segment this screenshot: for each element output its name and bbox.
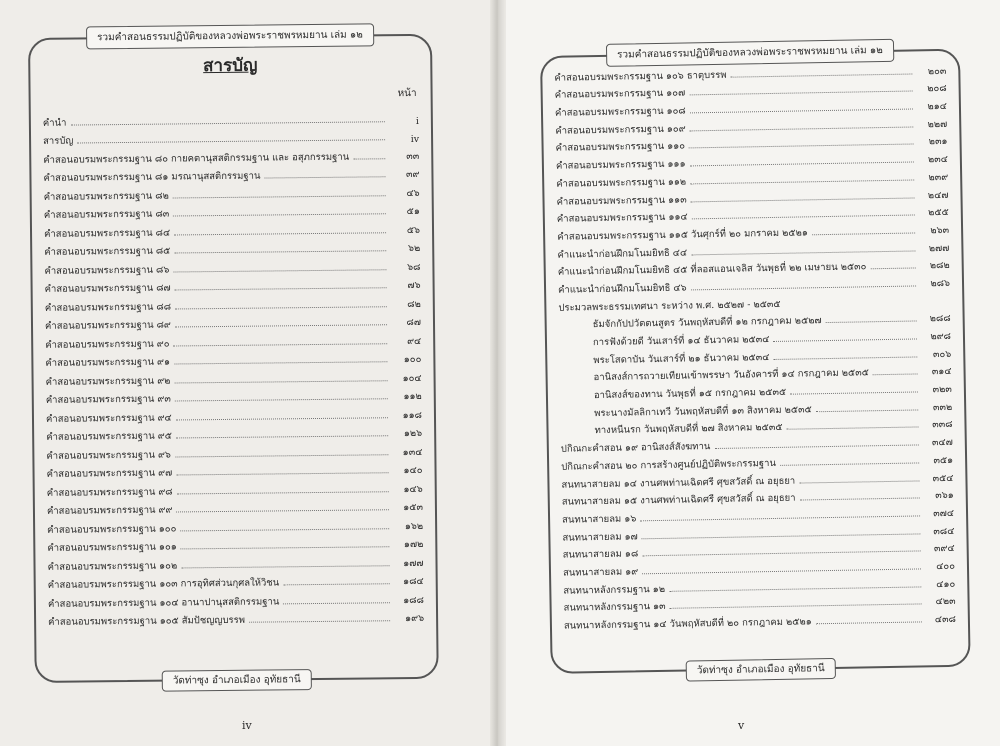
toc-entry-page: ๔๑๐ [936,578,956,590]
toc-entry-page: ๒๓๑ [928,136,948,148]
toc-entry-title: คำสอนอบรมพระกรรมฐาน ๙๕ [46,430,172,443]
toc-entry-title: คำสอนอบรมพระกรรมฐาน ๙๔ [45,412,172,425]
dot-leader [640,515,920,521]
dot-leader [691,250,915,255]
toc-entry-title: อานิสงส์การถวายเทียนเข้าพรรษา วันอังคารที่ ๑๔ กรกฎาคม ๒๕๓๕ [593,367,869,384]
toc-entry-page: ๖๘ [407,261,421,273]
dot-leader [173,269,386,272]
toc-entry-title: ทางหนีนรก วันพฤหัสบดีที่ ๒๗ สิงหาคม ๒๕๓๕ [594,422,783,437]
toc-entry-page: ๑๒๖ [403,427,423,440]
dot-leader [174,343,388,346]
toc-entry-page: ๑๘๘ [403,594,424,606]
toc-entry-page: ๒๗๗ [928,242,950,254]
toc-entry-page: ๘๗ [406,316,422,329]
dot-leader [790,392,918,395]
toc-entry-page: ๑๐๐ [403,353,422,366]
toc-entry-title: คำสอนอบรมพระกรรมฐาน ๑๐๓ การอุทิศส่วนกุศลให้วิชน [47,577,280,591]
toc-entry-title: คำสอนอบรมพระกรรมฐาน ๘๕ [44,245,171,258]
toc-entry-title: สนทนาหลังกรรมฐาน ๑๒ [563,583,666,597]
right-page-frame [540,45,971,677]
toc-entry-title: คำสอนอบรมพระกรรมฐาน ๙๒ [45,375,171,388]
toc-entry-page: ๔๓๘ [934,613,956,626]
toc-title: สารบัญ [203,55,258,77]
toc-entry-page: ๓๗๔ [933,507,955,520]
toc-entry-page: ๑๔๖ [403,483,423,495]
book-gutter [490,0,506,746]
dot-leader [691,197,915,202]
dot-leader [176,509,389,512]
dot-leader [669,586,921,591]
toc-entry-page: ๓๓๘ [932,419,953,431]
toc-entry-page: ๒๑๔ [927,100,948,113]
dot-leader [175,398,388,401]
toc-entry-title: คำสอนอบรมพระกรรมฐาน ๘๔ [43,227,171,240]
toc-entry-page: ๑๘๔ [403,575,424,588]
toc-entry-title: สนทนาสายลม ๑๙ [562,566,639,579]
dot-leader [642,568,921,574]
toc-entry-title: ปกิณกะคำสอน ๑๙ อานิสงส์สังฆทาน [560,441,711,455]
toc-entry-title: คำสอนอบรมพระกรรมฐาน ๑๐๕ สัมปัชญญบรรพ [48,614,245,628]
toc-entry-page: ๒๘๒ [929,260,950,272]
toc-entry-title: คำสอนอบรมพระกรรมฐาน ๘๓ [43,208,170,221]
dot-leader [174,380,387,383]
dot-leader [174,361,387,364]
dot-leader [714,445,918,450]
toc-entry-title: คำสอนอบรมพระกรรมฐาน ๘๙ [44,319,171,332]
toc-entry-page: ๒๓๙ [928,171,949,184]
toc-entry-page: ๒๒๗ [927,118,948,130]
dot-leader [690,126,914,131]
page-column-header: หน้า [397,87,417,100]
toc-entry-page: ๔๐๐ [936,560,956,573]
toc-entry-title: คำสอนอบรมพระกรรมฐาน ๑๑๔ [556,211,688,225]
toc-entry-page: iv [410,133,420,145]
toc-entry-page: ๓๘๔ [933,525,955,537]
dot-leader [731,73,913,77]
toc-entry-title: คำสอนอบรมพระกรรมฐาน ๑๐๒ [47,559,178,573]
toc-entry-title: คำสอนอบรมพระกรรมฐาน ๑๐๐ [47,522,177,536]
toc-entry-title: คำสอนอบรมพระกรรมฐาน ๑๐๔ อานาปานุสสติกรรมฐาน [47,595,280,610]
toc-entry-title: ปกิณกะคำสอน ๒๐ การสร้างศูนย์ปฏิบัติพระกรรมฐาน [561,457,777,473]
toc-entry-title: คำสอนอบรมพระกรรมฐาน ๑๐๘ [554,105,686,119]
dot-leader [283,602,390,604]
toc-entry-page: ๒๔๗ [927,189,949,201]
dot-leader [670,604,922,609]
toc-entry-title: คำแนะนำก่อนฝึกมโนมยิทธิ ๔๕ ที่ลอสแอนเจลิส วันพุธที่ ๒๒ เมษายน ๒๕๓๐ [557,261,867,278]
dot-leader [181,565,389,568]
toc-entry-page: ๑๕๓ [403,501,423,514]
dot-leader [175,324,387,327]
dot-leader [799,480,919,483]
dot-leader [873,374,918,376]
toc-entry-page: ๒๙๘ [930,330,952,343]
toc-entry-title: คำสอนอบรมพระกรรมฐาน ๘๒ [43,190,169,203]
toc-entry-page: ๕๖ [406,224,421,236]
dot-leader [264,176,385,178]
dot-leader [70,121,384,125]
toc-entry-page: ๒๐๓ [927,65,947,77]
dot-leader [773,356,917,360]
toc-entry-title: คำสอนอบรมพระกรรมฐาน ๑๑๒ [556,176,687,190]
toc-entry-title: พระโสดาบัน วันเสาร์ที่ ๒๑ ธันวาคม ๒๕๓๔ [593,351,770,366]
dot-leader [826,321,917,324]
dot-leader [173,213,386,216]
dot-leader [690,179,914,184]
toc-entry-title: สนทนาหลังกรรมฐาน ๑๓ [563,601,666,614]
toc-entry-page: ๒๘๖ [930,277,951,290]
toc-entry-page: ๓๓ [406,150,420,162]
toc-entry-page: ๑๗๒ [403,538,424,551]
toc-entry-title: คำสอนอบรมพระกรรมฐาน ๑๐๗ [554,87,686,102]
dot-leader [176,472,388,475]
dot-leader [175,306,387,309]
toc-entry-page: ๗๖ [407,279,421,292]
dot-leader [642,533,921,539]
toc-entry-page: ๑๐๔ [402,372,422,384]
toc-entry-page: ๕๑ [406,205,420,218]
dot-leader [692,215,915,220]
toc-entry-page: ๖๒ [407,242,421,255]
toc-entry-page: ๑๖๒ [404,520,424,532]
toc-entry-title: สนทนาสายลม ๑๔ งานศพท่านเฉิดศรี ศุขสวัสดิ์ ณ อยุธยา [561,475,796,491]
toc-entry-title: คำแนะนำก่อนฝึกมโนมยิทธิ ๔๖ [557,282,687,296]
toc-entry-title: คำสอนอบรมพระกรรมฐาน ๑๑๑ [555,158,686,172]
dot-leader [816,621,922,624]
toc-entry-title: ประมวลพระธรรมเทศนา ระหว่าง พ.ศ. ๒๕๒๗ - ๒๕๓๕ [558,298,781,314]
toc-entry-title: คำสอนอบรมพระกรรมฐาน ๙๙ [46,504,173,517]
dot-leader [690,109,913,114]
toc-entry-title: คำสอนอบรมพระกรรมฐาน ๙๘ [46,486,173,499]
dot-leader [870,268,915,270]
toc-entry-page: ๓๑๔ [931,366,952,378]
dot-leader [174,232,386,235]
toc-entry-page: ๔๖ [406,187,420,199]
left-footer-label: วัดท่าซุง อำเภอเมือง อุทัยธานี [162,669,312,692]
toc-entry-page: ๓๒๓ [932,383,952,396]
toc-entry-title: สนทนาสายลม ๑๗ [562,530,638,544]
toc-entry-page: ๔๒๓ [935,596,956,608]
dot-leader [181,546,390,549]
dot-leader [691,285,916,290]
toc-entry-page: ๓๕๔ [932,472,954,484]
right-page-number: v [738,719,745,732]
toc-entry-title: สารบัญ [43,135,74,147]
dot-leader [175,287,387,290]
toc-entry-title: สนทนาสายลม ๑๖ [562,513,637,526]
toc-entry-page: i [415,115,419,127]
right-footer-label: วัดท่าซุง อำเภอเมือง อุทัยธานี [686,658,836,682]
toc-entry-title: คำสอนอบรมพระกรรมฐาน ๘๖ [44,264,170,277]
toc-entry-title: ธัมจักกัปปวัตตนสูตร วันพฤหัสบดีที่ ๑๒ กรกฎาคม ๒๕๒๗ [592,315,822,331]
toc-entry-page: ๑๑๒ [403,390,422,403]
dot-leader [249,620,390,622]
toc-entry-page: ๑๑๘ [402,409,423,421]
toc-entry-page: ๓๙ [405,168,420,181]
toc-entry-page: ๑๓๔ [402,446,423,458]
dot-leader [787,427,919,430]
left-page-number: iv [242,719,252,732]
left-page [0,0,496,746]
toc-entry [48,607,424,629]
toc-entry-title: คำสอนอบรมพระกรรมฐาน ๘๐ กายคตานุสสติกรรมฐาน และ อสุภกรรมฐาน [43,151,350,166]
toc-entry-title: คำสอนอบรมพระกรรมฐาน ๑๑๐ [555,140,686,155]
toc-entry-title: คำสอนอบรมพระกรรมฐาน ๙๐ [45,338,170,351]
dot-leader [816,409,918,412]
left-page-frame [28,29,439,687]
toc-entry-title: คำสอนอบรมพระกรรมฐาน ๙๖ [46,449,171,462]
dot-leader [353,158,385,159]
toc-entry-title: คำสอนอบรมพระกรรมฐาน ๑๐๑ [47,541,177,554]
toc-entry-page: ๒๘๘ [929,313,951,325]
dot-leader [689,91,912,96]
toc-entry-title: อานิสงส์ของทาน วันพุธที่ ๑๕ กรกฎาคม ๒๕๓๕ [593,386,787,402]
toc-entry-page: ๓๙๔ [933,543,955,555]
toc-entry-title: คำสอนอบรมพระกรรมฐาน ๘๗ [44,282,171,295]
toc-entry-title: พระนางมัลลิกาเทวี วันพฤหัสบดีที่ ๑๓ สิงหาคม ๒๕๓๕ [594,404,812,419]
toc-entry-title: คำแนะนำก่อนฝึกมโนมยิทธิ ๔๔ [557,247,688,261]
toc-entry-title: คำนำ [42,117,67,129]
toc-entry-page: ๓๔๗ [931,436,953,449]
toc-entry-page: ๑๗๗ [403,557,424,569]
dot-leader [690,162,914,167]
dot-leader [176,435,388,438]
toc-entry-title: สนทนาหลังกรรมฐาน ๑๔ วันพฤหัสบดีที่ ๒๐ กรกฎาคม ๒๕๒๑ [563,616,812,632]
toc-entry-page: ๒๐๘ [927,83,947,95]
toc-entry-page: ๑๔๐ [403,464,423,477]
toc-entry-page: ๓๕๑ [933,454,954,467]
toc-entry-title: คำสอนอบรมพระกรรมฐาน ๑๑๕ วันศุกร์ที่ ๒๐ มกราคม ๒๕๒๑ [557,227,808,243]
dot-leader [174,250,386,253]
dot-leader [173,195,386,198]
toc-entry-page: ๓๓๒ [932,401,953,413]
dot-leader [689,144,914,149]
left-toc-list [43,108,424,630]
toc-entry-page: ๑๙๖ [405,612,425,625]
dot-leader [283,583,389,585]
right-running-header: รวมคำสอนธรรมปฏิบัติของหลวงพ่อพระราชพรหมยาน เล่ม ๑๒ [606,39,894,67]
toc-entry-page: ๒๓๔ [927,154,948,166]
toc-entry-title: การฟังด้วยดี วันเสาร์ที่ ๑๔ ธันวาคม ๒๕๓๔ [592,334,770,349]
dot-leader [780,462,919,465]
toc-entry-title: คำสอนอบรมพระกรรมฐาน ๙๑ [45,356,171,369]
right-toc-list [554,61,956,634]
toc-entry-title: คำสอนอบรมพระกรรมฐาน ๑๐๙ [555,123,686,137]
dot-leader [175,454,388,457]
toc-entry-title: คำสอนอบรมพระกรรมฐาน ๑๑๓ [556,193,687,208]
toc-entry-title: สนทนาสายลม ๑๘ [562,548,639,561]
toc-entry-page: ๓๐๖ [932,348,952,360]
dot-leader [177,491,389,494]
right-page [500,0,1000,746]
dot-leader [800,498,920,501]
dot-leader [180,528,389,531]
toc-entry-title: คำสอนอบรมพระกรรมฐาน ๙๗ [46,467,173,480]
dot-leader [812,232,915,235]
toc-entry-title: คำสอนอบรมพระกรรมฐาน ๑๐๖ ธาตุบรรพ [554,69,727,84]
toc-entry-title: คำสอนอบรมพระกรรมฐาน ๘๑ มรณานุสสติกรรมฐาน [43,170,261,184]
dot-leader [77,139,385,143]
left-running-header: รวมคำสอนธรรมปฏิบัติของหลวงพ่อพระราชพรหมยาน เล่ม ๑๒ [86,23,374,49]
toc-entry-title: คำสอนอบรมพระกรรมฐาน ๙๓ [45,393,171,406]
dot-leader [642,551,920,557]
toc-entry-title: สนทนาสายลม ๑๕ งานศพท่านเฉิดศรี ศุขสวัสดิ์ ณ อยุธยา [561,492,796,508]
toc-entry-page: ๓๖๑ [935,490,954,502]
toc-entry-page: ๒๕๕ [928,207,949,219]
toc-entry-title: คำสอนอบรมพระกรรมฐาน ๘๘ [44,301,172,314]
dot-leader [176,417,388,420]
toc-entry-page: ๒๖๓ [930,224,950,237]
toc-entry-page: ๙๔ [406,335,422,347]
dot-leader [773,338,917,342]
toc-entry-page: ๘๒ [407,298,421,310]
